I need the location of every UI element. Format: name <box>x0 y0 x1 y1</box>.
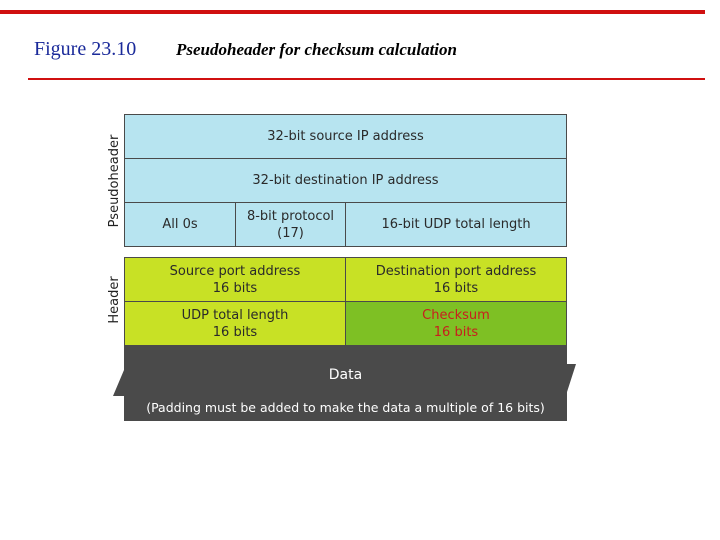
data-label: Data <box>328 367 363 383</box>
figure-caption: Pseudoheader for checksum calculation <box>176 40 457 59</box>
protocol-text-line1: 8-bit protocol <box>246 208 335 224</box>
source-port-text-line2: 16 bits <box>212 280 258 296</box>
destination-ip-text: 32-bit destination IP address <box>252 173 439 188</box>
source-ip-text: 32-bit source IP address <box>267 129 424 144</box>
figure-number: Figure 23.10 <box>34 38 137 60</box>
destination-port-text-line1: Destination port address <box>375 263 537 279</box>
udp-length-text-line1: UDP total length <box>181 307 289 323</box>
checksum-text-line1: Checksum <box>422 307 490 323</box>
destination-port-text-line2: 16 bits <box>433 280 479 296</box>
header-label: Header <box>107 276 122 324</box>
udp-total-length-pseudo-text: 16-bit UDP total length <box>381 217 531 232</box>
data-padding-note: (Padding must be added to make the data a multiple of 16 bits) <box>146 400 545 415</box>
pseudoheader-label: Pseudoheader <box>107 134 122 228</box>
all-zeros-text: All 0s <box>162 217 198 232</box>
protocol-text-line2: (17) <box>277 225 304 241</box>
checksum-text-line2: 16 bits <box>433 324 479 340</box>
udp-length-text-line2: 16 bits <box>212 324 258 340</box>
source-port-text-line1: Source port address <box>169 263 301 279</box>
